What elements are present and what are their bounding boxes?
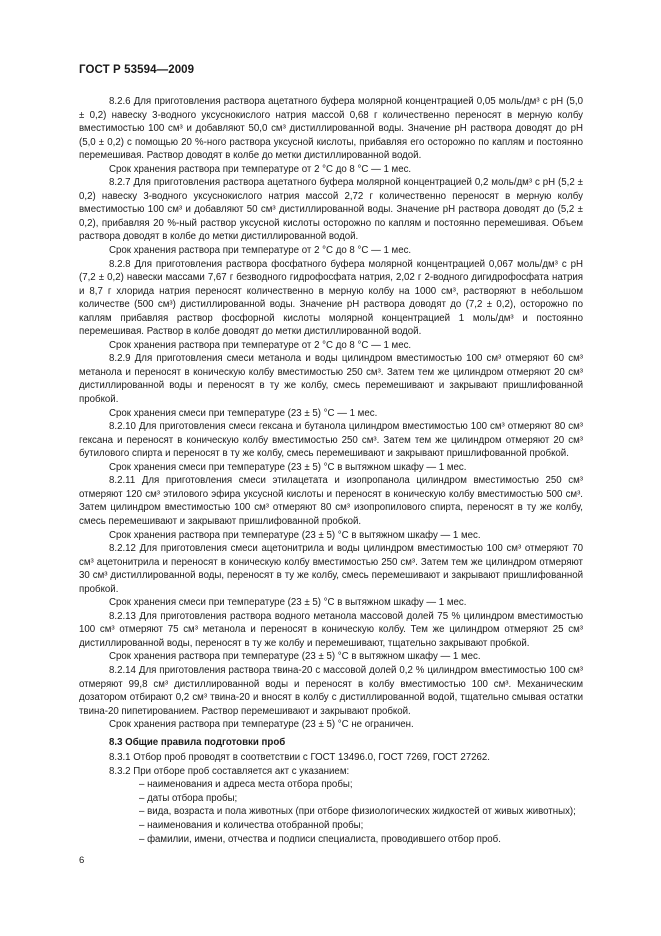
storage-note: Срок хранения смеси при температуре (23 ± 5) °С в вытяжном шкафу — 1 мес. bbox=[109, 461, 467, 473]
paragraph-8-2-9: 8.2.9 Для приготовления смеси метанола и воды цилиндром вместимостью 100 см³ отмеряют 60 см³ метанола и переносят в коническую колбу вместимостью 250 см³. Затем тем же цилиндром отмеряют 20 см³ дистиллированной воды и переносят в ту же колбу, смесь перемешивают и закрывают пришлифованной пробкой. bbox=[79, 353, 583, 406]
paragraph-8-3-1: 8.3.1 Отбор проб проводят в соответствии с ГОСТ 13496.0, ГОСТ 7269, ГОСТ 27262. bbox=[109, 752, 490, 764]
storage-note: Срок хранения раствора при температуре от 2 °С до 8 °С — 1 мес. bbox=[109, 163, 412, 175]
page-number: 6 bbox=[79, 855, 85, 866]
paragraph-8-2-13: 8.2.13 Для приготовления раствора водного метанола массовой долей 75 % цилиндром вместимостью 100 см³ отмеряют 75 см³ метанола и переносят в коническую колбу. Тем же цилиндром отмеряют 25 см³ дистиллированной воды, переносят в ту же колбу и перемешивают, тщательно закрывают пробкой. bbox=[79, 610, 583, 649]
storage-note: Срок хранения раствора при температуре от 2 °С до 8 °С — 1 мес. bbox=[109, 245, 412, 257]
paragraph-8-2-8: 8.2.8 Для приготовления раствора фосфатного буфера молярной концентрацией 0,067 моль/дм³ с рН (7,2 ± 0,2) навески массами 7,67 г безводного гидрофосфата натрия, 2,02 г 2-водного дигидрофосфата натрия и 8,7 г хлорида натрия переносят количественно в мерную колбу на 1000 см³, растворяют в небольшом количестве (500 см³) дистиллированной воды. Значение рН раствора доводят до (7,2 ± 0,2), осторожно по каплям прибавляя раствор фосфорной кислоты молярной концентрацией 1 моль/дм³ и постоянно перемешивая. Раствор в колбе доводят до метки дистиллированной водой. bbox=[79, 258, 583, 338]
storage-note: Срок хранения раствора при температуре (23 ± 5) °С в вытяжном шкафу — 1 мес. bbox=[109, 529, 481, 541]
paragraph-8-2-11: 8.2.11 Для приготовления смеси этилацетата и изопропанола цилиндром вместимостью 250 см³ отмеряют 120 см³ этилового эфира уксусной кислоты и переносят в коническую колбу вместимостью 500 см³. Затем цилиндром вместимостью 100 см³ отмеряют 80 см³ изопропилового спирта, переносят в ту же колбу, смесь перемешивают и закрывают пришлифованной пробкой. bbox=[79, 475, 583, 527]
storage-note: Срок хранения раствора при температуре от 2 °С до 8 °С — 1 мес. bbox=[109, 339, 412, 351]
storage-note: Срок хранения раствора при температуре (23 ± 5) °С не ограничен. bbox=[109, 719, 414, 731]
storage-note: Срок хранения смеси при температуре (23 ± 5) °С — 1 мес. bbox=[109, 407, 378, 419]
storage-note: Срок хранения смеси при температуре (23 ± 5) °С в вытяжном шкафу — 1 мес. bbox=[109, 597, 467, 609]
document-body bbox=[79, 95, 583, 846]
paragraph-8-2-6: 8.2.6 Для приготовления раствора ацетатного буфера молярной концентрацией 0,05 моль/дм³ с рН (5,0 ± 0,2) навеску 3-водного уксуснокислого натрия массой 0,68 г количественно переносят в мерную колбу вместимостью 100 см³ и добавляют 50,0 см³ дистиллированной воды. Значение рН раствора доводят до рН (5,0 ± 0,2) с помощью 20 %-ного раствора уксусной кислоты, прибавляя его осторожно по каплям и постоянно перемешивая. Раствор доводят в колбе до метки дистиллированной водой. bbox=[79, 96, 583, 162]
list-item: – вида, возраста и пола животных (при отборе физиологических жидкостей от живых животных); bbox=[139, 806, 576, 818]
list-item: – наименования и адреса места отбора пробы; bbox=[139, 779, 353, 791]
list-item: – наименования и количества отобранной пробы; bbox=[139, 819, 364, 831]
list-item: – даты отбора пробы; bbox=[139, 792, 238, 804]
paragraph-8-3-2: 8.3.2 При отборе проб составляется акт с указанием: bbox=[109, 765, 350, 777]
section-heading: 8.3 Общие правила подготовки проб bbox=[109, 736, 286, 748]
paragraph-8-2-12: 8.2.12 Для приготовления смеси ацетонитрила и воды цилиндром вместимостью 100 см³ отмеряют 70 см³ ацетонитрила и переносят в коническую колбу вместимостью 250 см³. Затем тем же цилиндром отмеряют 30 см³ дистиллированной воды, переносят в ту же колбу, смесь перемешивают и закрывают пришлифованной пробкой. bbox=[79, 543, 583, 595]
paragraph-8-2-7: 8.2.7 Для приготовления раствора ацетатного буфера молярной концентрацией 0,2 моль/дм³ с рН (5,2 ± 0,2) навеску 3-водного уксуснокислого натрия массой 2,72 г количественно переносят в мерную колбу вместимостью 100 см³ и добавляют 50 см³ дистиллированной воды. Значение рН раствора доводят до (5,2 ± 0,2), прибавляя 20 %-ный раствор уксусной кислоты осторожно по каплям и постоянно перемешивая. Объем раствора доводят в колбе до метки дистиллированной водой. bbox=[79, 177, 583, 243]
paragraph-8-2-14: 8.2.14 Для приготовления раствора твина-20 с массовой долей 0,2 % цилиндром вместимостью 100 см³ отмеряют 99,8 см³ дистиллированной воды и переносят в колбу вместимостью 100 см³. Механическим дозатором отбирают 0,2 см³ твина-20 и вносят в колбу с дистиллированной водой, тщательно смывая остатки твина-20 пипетированием. Раствор перемешивают и закрывают пробкой. bbox=[79, 664, 583, 717]
list-item: – фамилии, имени, отчества и подписи специалиста, проводившего отбор проб. bbox=[139, 833, 501, 845]
paragraph-8-2-10: 8.2.10 Для приготовления смеси гексана и бутанола цилиндром вместимостью 100 см³ отмеряют 80 см³ гексана и переносят в коническую колбу вместимостью 250 см³. Затем тем же цилиндром отмеряют 20 см³ бутилового спирта и переносят в ту же колбу, смесь перемешивают и закрывают пришлифованной пробкой. bbox=[79, 421, 583, 460]
storage-note: Срок хранения раствора при температуре (23 ± 5) °С в вытяжном шкафу — 1 мес. bbox=[109, 651, 481, 663]
document-header: ГОСТ Р 53594—2009 bbox=[79, 64, 195, 76]
